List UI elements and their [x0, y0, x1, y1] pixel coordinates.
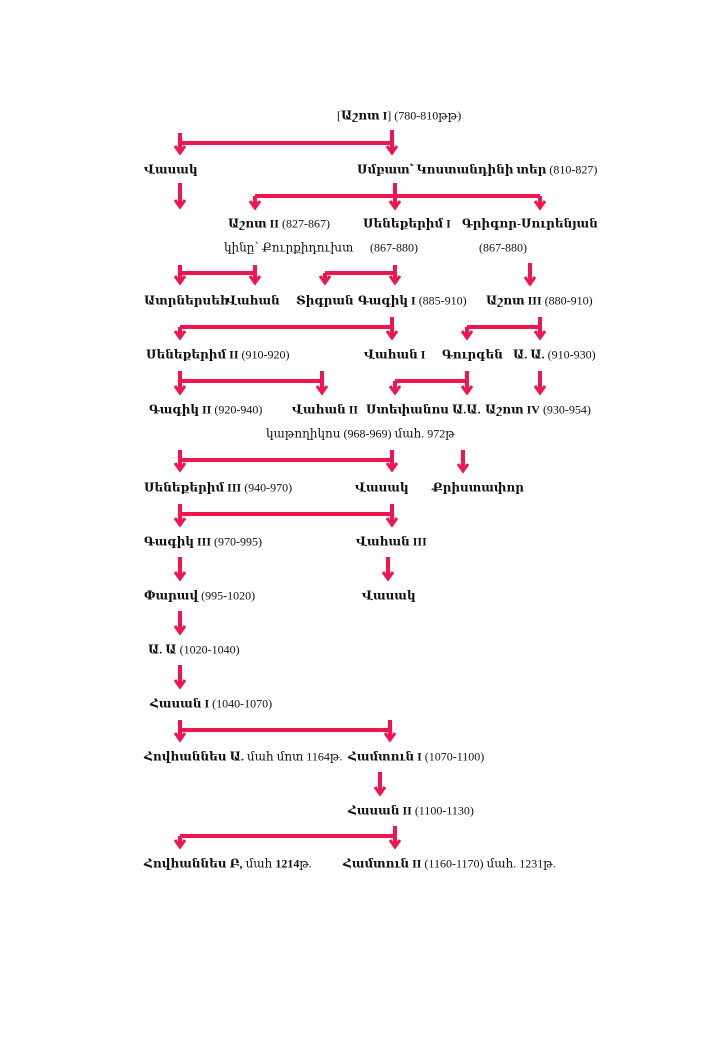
reign-dates: (995-1020): [198, 588, 256, 603]
person-katholikos: [266, 427, 455, 442]
person-name: Հովհաննես Բ,: [144, 856, 243, 871]
node-text: կինը՝ Քուրքիդուխտ: [224, 240, 354, 255]
person-name: Սենեքերիմ II: [146, 347, 239, 362]
person-hasan2: [348, 804, 474, 819]
person-senekerim1: [363, 217, 451, 232]
person-ashot1: [337, 109, 461, 124]
person-aa1: [513, 348, 596, 363]
person-hovhannes-b: [144, 857, 312, 872]
person-name: Հասան I: [150, 696, 210, 711]
person-name: Աշոտ IV: [485, 402, 540, 417]
person-tigran: [296, 294, 354, 309]
person-parhav: [144, 589, 255, 604]
person-smbat: [357, 163, 597, 178]
person-vahan3: [356, 535, 427, 550]
person-grigor-dates: [479, 241, 527, 256]
person-name: Վահան II: [292, 402, 359, 417]
person-name: Աշոտ I: [341, 108, 388, 123]
node-prefix: [: [337, 108, 341, 123]
person-name: Ստեփանոս: [366, 402, 449, 417]
person-vasak-low: [362, 589, 416, 604]
reign-dates: (910-920): [238, 347, 290, 362]
person-name: Գրիգոր-Սուրենյան: [462, 216, 598, 231]
node-text: կաթողիկոս (968-969) մահ. 972թ: [266, 426, 455, 441]
person-name: Գագիկ II: [149, 402, 212, 417]
reign-dates: (940-970): [241, 480, 293, 495]
person-name: Վասակ: [362, 588, 416, 603]
person-grigor: [462, 217, 598, 232]
person-vasak-left: [144, 163, 198, 178]
person-atrnerseh: [144, 294, 229, 309]
person-name: Սենեքերիմ I: [363, 216, 451, 231]
person-name: Աշոտ II: [228, 216, 279, 231]
reign-dates: (1160-1170) մահ. 1231թ.: [421, 856, 556, 871]
person-gagik2: [149, 403, 262, 418]
person-name: Համտուն II: [343, 856, 422, 871]
person-name: Հովհաննես Ա.: [144, 749, 244, 764]
reign-dates: (910-930): [544, 347, 596, 362]
person-kristapor: [432, 481, 524, 496]
person-senekerim3: [144, 481, 292, 496]
person-name: Փարավ: [144, 588, 199, 603]
person-aa3: [148, 643, 240, 658]
reign-dates: (930-954): [539, 402, 591, 417]
person-senekerim2: [146, 348, 290, 363]
person-senekerim1-dates: [370, 241, 418, 256]
person-name: Գագիկ III: [144, 534, 212, 549]
person-hovhannes-a: [144, 750, 342, 765]
reign-dates: (1070-1100): [421, 749, 485, 764]
person-name: Վահան I: [364, 347, 426, 362]
reign-dates: (1100-1130): [411, 803, 474, 818]
person-name: Վահան III: [356, 534, 427, 549]
person-vahan1: [364, 348, 425, 363]
death-year: 1214: [275, 856, 300, 871]
person-stepanos: [366, 403, 449, 418]
reign-dates: (1040-1070): [209, 696, 273, 711]
person-name: Համտուն I: [348, 749, 422, 764]
person-name: Ա.Ա.: [452, 402, 481, 417]
person-gurgen: [442, 348, 503, 363]
person-hamtun2: [343, 857, 556, 872]
person-aa2: [452, 403, 481, 418]
person-name: Տիգրան: [296, 293, 354, 308]
person-name: Աշոտ III: [486, 293, 542, 308]
person-gagik1: [358, 294, 467, 309]
person-ashot2-note: [224, 241, 353, 256]
death-note: մահ մոտ 1164թ.: [243, 749, 343, 764]
person-name: Քրիստափոր: [432, 480, 524, 495]
person-name: Վահան: [226, 293, 280, 308]
person-gagik3: [144, 535, 262, 550]
person-vahan2: [292, 403, 358, 418]
node-text: (867-880): [370, 240, 418, 255]
reign-dates: (827-867): [278, 216, 330, 231]
person-name: Ա. Ա: [148, 642, 177, 657]
person-name: Վասակ: [144, 162, 198, 177]
person-name: Ա. Ա.: [513, 347, 545, 362]
person-name: Հասան II: [348, 803, 412, 818]
person-name: Գուրգեն: [442, 347, 503, 362]
person-vahan1-top: [226, 294, 280, 309]
person-hasan1: [150, 697, 272, 712]
reign-dates: (810-827): [546, 162, 598, 177]
person-vasak-mid: [355, 481, 409, 496]
person-ashot2: [228, 217, 330, 232]
person-name: Վասակ: [355, 480, 409, 495]
reign-dates: (880-910): [541, 293, 593, 308]
reign-dates: (1020-1040): [176, 642, 240, 657]
person-name: Սմբատ՝ Կոստանդինի տեր: [357, 162, 547, 177]
person-name: Գագիկ I: [358, 293, 416, 308]
reign-dates: (970-995): [211, 534, 263, 549]
death-note: մահ: [242, 856, 276, 871]
reign-dates: ] (780-810թթ): [387, 108, 462, 123]
person-hamtun1: [348, 750, 484, 765]
person-name: Ատրներսեհ: [144, 293, 229, 308]
death-note-suffix: թ.: [299, 856, 312, 871]
person-ashot4: [485, 403, 591, 418]
person-ashot3: [486, 294, 593, 309]
node-text: (867-880): [479, 240, 527, 255]
reign-dates: (885-910): [415, 293, 467, 308]
person-name: Սենեքերիմ III: [144, 480, 242, 495]
reign-dates: (920-940): [211, 402, 263, 417]
